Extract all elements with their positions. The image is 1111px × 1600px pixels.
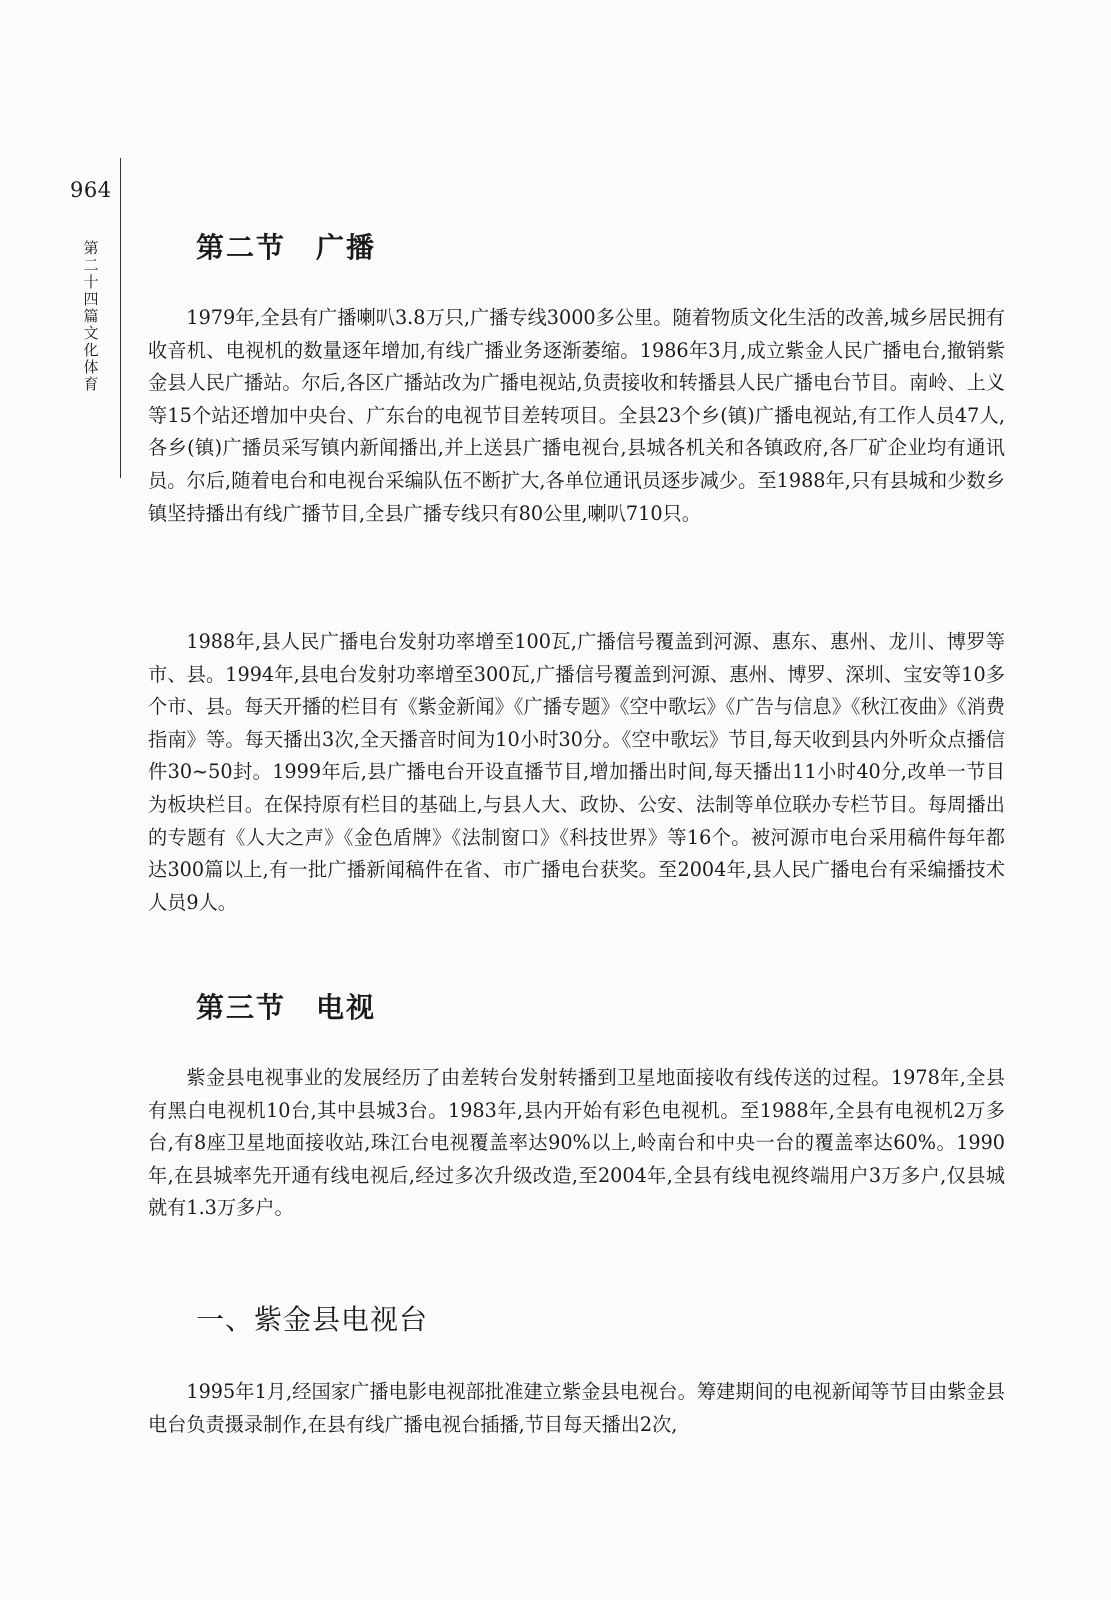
paragraph: 1995年1月,经国家广播电影电视部批准建立紫金县电视台。筹建期间的电视新闻等节目由紫金县电台负责摄录制作,在县有线广播电视台插播,节目每天播出2次,: [148, 1380, 1005, 1436]
section-title-television: 第三节 电视: [196, 991, 377, 1024]
paragraph: 紫金县电视事业的发展经历了由差转台发射转播到卫星地面接收有线传送的过程。1978年,全县有黑白电视机10台,其中县城3台。1983年,县内开始有彩色电视机。至1988年,全县有电视机2万多台,有8座卫星地面接收站,珠江台电视覆盖率达90%以上,岭南台和中央一台的覆盖率达60%。1990年,在县城率先开通有线电视后,经过多次升级改造,至2004年,全县有线电视终端用户3万多户,仅县城就有1.3万多户。: [148, 1066, 1005, 1220]
paragraph: 1988年,县人民广播电台发射功率增至100瓦,广播信号覆盖到河源、惠东、惠州、龙川、博罗等市、县。1994年,县电台发射功率增至300瓦,广播信号覆盖到河源、惠州、博罗、深圳、宝安等10多个市、县。每天开播的栏目有《紫金新闻》《广播专题》《空中歌坛》《广告与信息》《秋江夜曲》《消费指南》等。每天播出3次,全天播音时间为10小时30分。《空中歌坛》节目,每天收到县内外听众点播信件30~50封。1999年后,县广播电台开设直播节目,增加播出时间,每天播出11小时40分,改单一节目为板块栏目。在保持原有栏目的基础上,与县人大、政协、公安、法制等单位联办专栏节目。每周播出的专题有《人大之声》《金色盾牌》《法制窗口》《科技世界》等16个。被河源市电台采用稿件每年都达300篇以上,有一批广播新闻稿件在省、市广播电台获奖。至2004年,县人民广播电台有采编播技术人员9人。: [148, 630, 1005, 914]
page-number: 964: [70, 178, 112, 202]
subsection-title-tv-station: 一、紫金县电视台: [196, 1303, 429, 1336]
paragraph: 1979年,全县有广播喇叭3.8万只,广播专线3000多公里。随着物质文化生活的改善,城乡居民拥有收音机、电视机的数量逐年增加,有线广播业务逐渐萎缩。1986年3月,成立紫金人民广播电台,撤销紫金县人民广播站。尔后,各区广播站改为广播电视站,负责接收和转播县人民广播电台节目。南岭、上义等15个站还增加中央台、广东台的电视节目差转项目。全县23个乡(镇)广播电视站,有工作人员47人,各乡(镇)广播员采写镇内新闻播出,并上送县广播电视台,县城各机关和各镇政府,各厂矿企业均有通讯员。尔后,随着电台和电视台采编队伍不断扩大,各单位通讯员逐步减少。至1988年,只有县城和少数乡镇坚持播出有线广播节目,全县广播专线只有80公里,喇叭710只。: [148, 306, 1005, 525]
margin-rule: [120, 158, 121, 478]
section-title-broadcast: 第二节 广播: [196, 231, 377, 264]
chapter-side-title: 第二十四篇 文化 体育: [83, 239, 114, 393]
